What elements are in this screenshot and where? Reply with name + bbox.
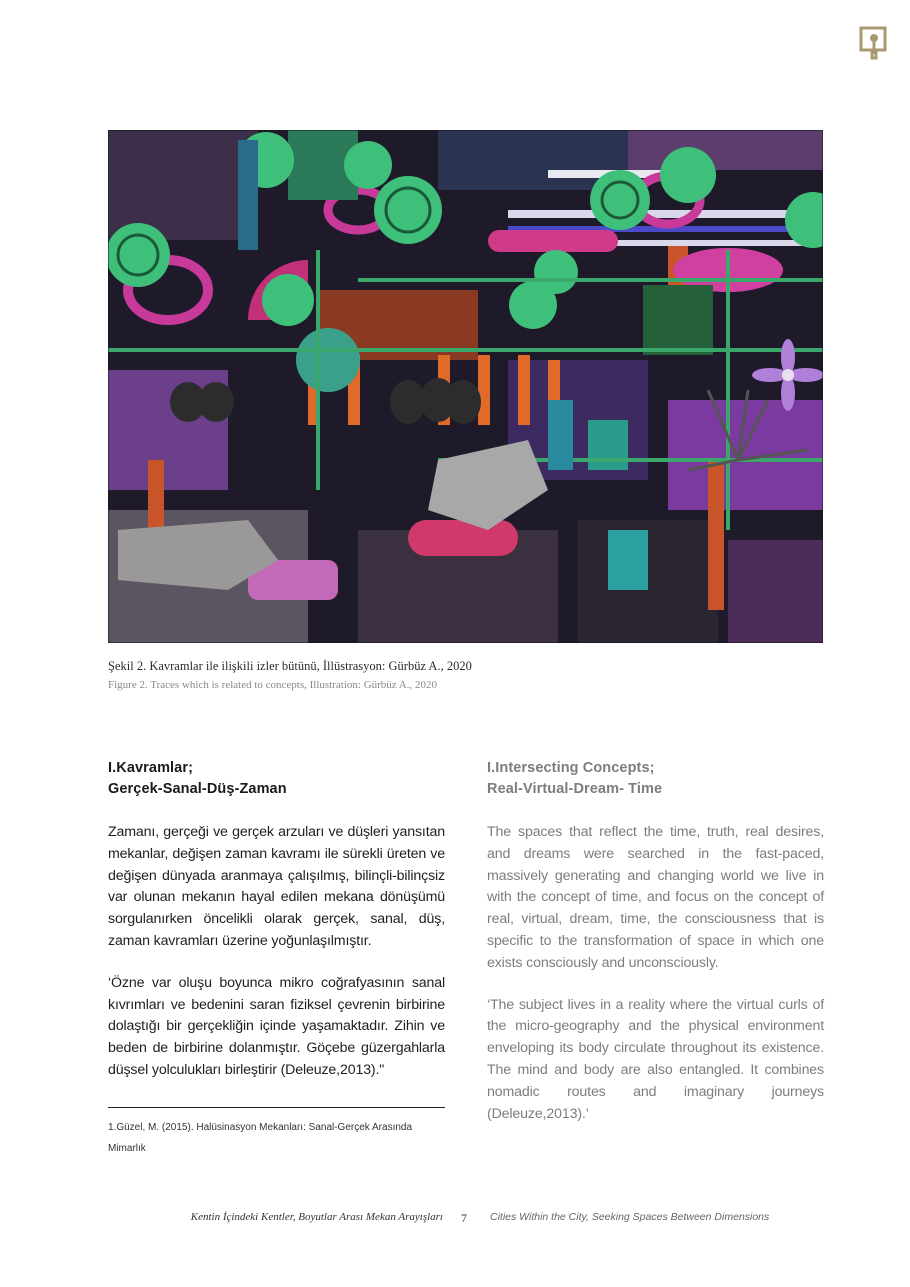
turkish-heading-line2: Gerçek-Sanal-Düş-Zaman bbox=[108, 781, 287, 797]
turkish-paragraph-1: Zamanı, gerçeği ve gerçek arzuları ve düşleri yansıtan mekanlar, değişen zaman kavramı ile sürekli üreten ve değişen dünyada aranmaya çalışılmış, bilinçli-bilinçsiz var olunan mekanın hayal edilen mekana dönüşümü sorgulanırken öncelikli olarak gerçek, sanal, düş, zaman kavramları üzerine yoğunlaşılmıştır. bbox=[108, 824, 445, 949]
english-paragraph-2: ‘The subject lives in a reality where the virtual curls of the micro-geography and the physical environment enveloping its body circulate throughout its existence. The mind and body are also entangled. It combines nomadic routes and imaginary journeys (Deleuze,2013).’ bbox=[487, 996, 824, 1122]
footnote bbox=[108, 1117, 445, 1159]
turkish-paragraph-2: ‘Özne var oluşu boyunca mikro coğrafyasının sanal kıvrımları ve bedenini saran fiziksel çevrenin birbirine dolaştığı bir gerçekliğin içinde yaşamaktadır. Zihin ve beden de birbirine dolanmıştır. Göçebe güzergahlarla düşsel yolculukları birleştirir (Deleuze,2013)." bbox=[108, 974, 445, 1078]
footer-title-english: Cities Within the City, Seeking Spaces Between Dimensions bbox=[490, 1211, 770, 1223]
turkish-heading-line1: I.Kavramlar; bbox=[108, 760, 194, 776]
english-heading bbox=[487, 758, 824, 800]
english-heading-line2: Real-Virtual-Dream- Time bbox=[487, 781, 663, 797]
english-paragraph-1: The spaces that reflect the time, truth, real desires, and dreams were searched in the fast-paced, massively generating and changing world we live in with the concept of time, and focus on the concept of real, virtual, dream, time, the consciousness that is specific to the transformation of space in which one exists consciously and unconsciously. bbox=[487, 824, 824, 971]
publisher-logo-icon bbox=[859, 26, 887, 60]
page-footer bbox=[0, 1211, 910, 1227]
figure-caption-turkish: Şekil 2. Kavramlar ile ilişkili izler bütünü, İllüstrasyon: Gürbüz A., 2020 bbox=[108, 659, 472, 673]
footnote-divider bbox=[108, 1107, 445, 1108]
english-heading-line1: I.Intersecting Concepts; bbox=[487, 760, 655, 776]
collage-illustration bbox=[108, 130, 823, 643]
figure-caption-english: Figure 2. Traces which is related to concepts, Illustration: Gürbüz A., 2020 bbox=[108, 679, 438, 691]
turkish-column bbox=[108, 758, 445, 1102]
english-column bbox=[487, 758, 824, 1145]
footnote-line2: Mimarlık bbox=[108, 1143, 146, 1154]
turkish-heading bbox=[108, 758, 445, 800]
page-number: 7 bbox=[461, 1211, 467, 1225]
footnote-line1: 1.Güzel, M. (2015). Halüsinasyon Mekanları: Sanal-Gerçek Arasında bbox=[108, 1122, 413, 1133]
footer-title-turkish: Kentin İçindeki Kentler, Boyutlar Arası Mekan Arayışları bbox=[190, 1211, 443, 1223]
